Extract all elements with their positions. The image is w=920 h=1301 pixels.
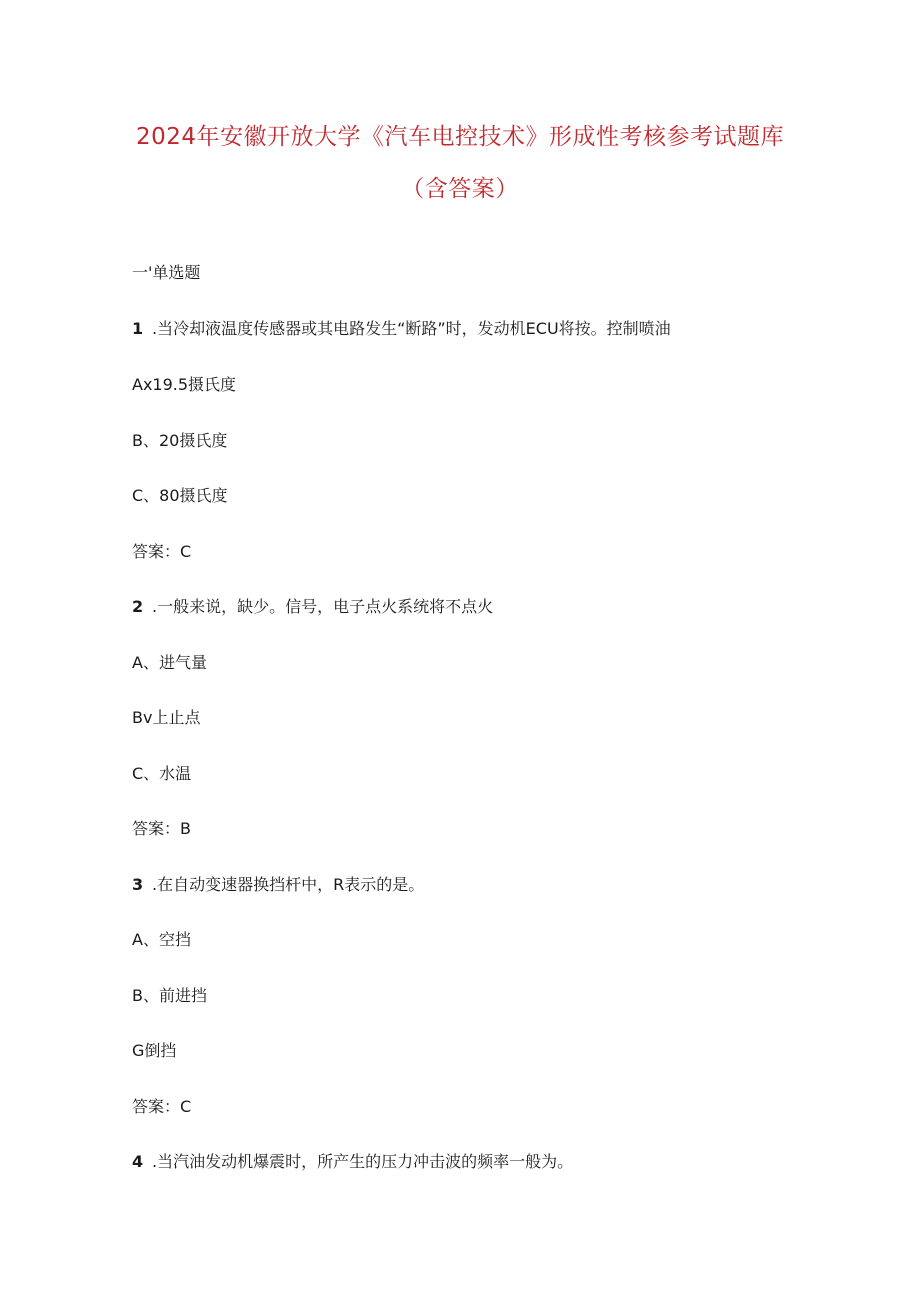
question-2 [132, 596, 493, 618]
question-text: .当汽油发动机爆震时，所产生的压力冲击波的频率一般为。 [152, 1152, 574, 1171]
question-2-answer: 答案：B [132, 819, 191, 838]
document-title: 2024年安徽开放大学《汽车电控技术》形成性考核参考试题库 [135, 124, 785, 150]
question-number: 2 [132, 597, 144, 616]
question-3-option-c: G倒挡 [132, 1041, 177, 1060]
question-1-option-b: B、20摄氏度 [132, 431, 228, 450]
section-heading: 一'单选题 [132, 263, 201, 282]
question-number: 3 [132, 875, 144, 894]
question-3-option-a: A、空挡 [132, 930, 191, 949]
question-1-option-a: Ax19.5摄氏度 [132, 375, 237, 394]
document-subtitle: （含答案） [401, 176, 519, 202]
question-3-option-b: B、前进挡 [132, 986, 207, 1005]
question-2-option-c: C、水温 [132, 764, 192, 783]
question-2-option-a: A、进气量 [132, 653, 207, 672]
question-4 [132, 1151, 573, 1173]
question-3 [132, 874, 424, 896]
question-2-option-b: Bv上止点 [132, 708, 201, 727]
question-number: 4 [132, 1152, 144, 1171]
question-1-option-c: C、80摄氏度 [132, 486, 228, 505]
question-1 [132, 318, 671, 340]
question-3-answer: 答案：C [132, 1097, 192, 1116]
question-1-answer: 答案：C [132, 542, 192, 561]
question-text: .在自动变速器换挡杆中，R表示的是。 [152, 875, 425, 894]
question-text: .当冷却液温度传感器或其电路发生“断路”时，发动机ECU将按。控制喷油 [152, 319, 671, 338]
question-number: 1 [132, 319, 144, 338]
question-text: .一般来说，缺少。信号，电子点火系统将不点火 [152, 597, 494, 616]
